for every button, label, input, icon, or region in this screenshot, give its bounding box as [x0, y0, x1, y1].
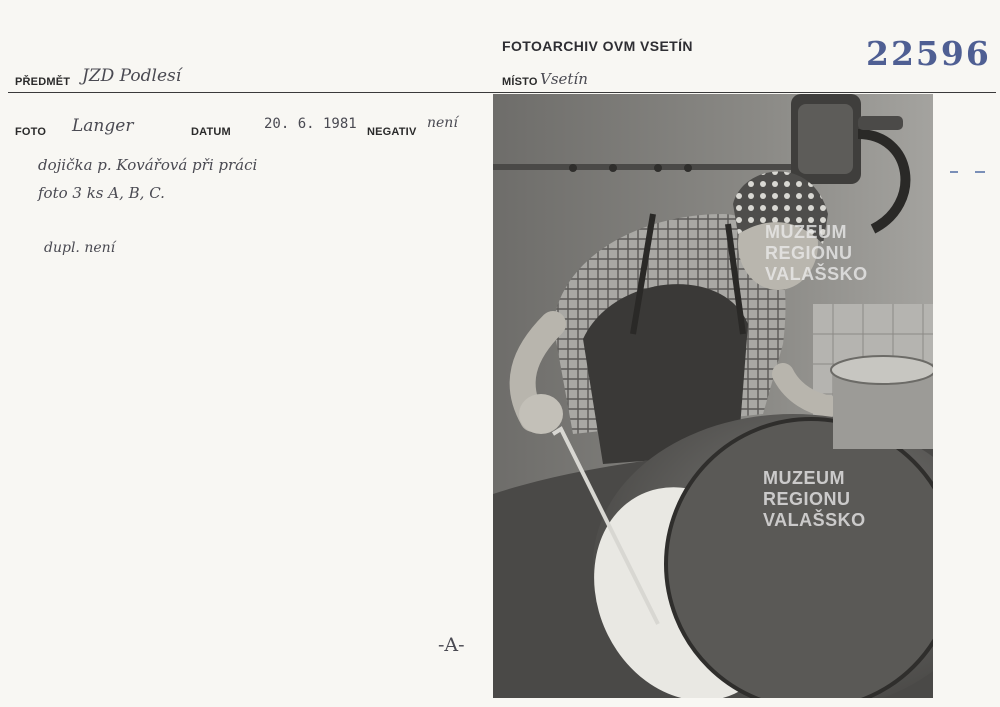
place-value: Vsetín	[540, 70, 588, 88]
watermark-line: VALAŠSKO	[765, 264, 868, 284]
photographer-value: Langer	[72, 116, 134, 136]
header-divider	[8, 92, 996, 93]
archive-title: FOTOARCHIV OVM VSETÍN	[502, 38, 693, 54]
archive-number: 22596	[866, 34, 991, 73]
place-label: MÍSTO	[502, 76, 538, 88]
watermark-line: MUZEUM	[765, 222, 847, 242]
watermark-line: VALAŠSKO	[763, 510, 866, 530]
note-line-1: dojička p. Kovářová při práci	[38, 156, 258, 174]
watermark-bottom	[763, 468, 866, 531]
note-line-2: foto 3 ks A, B, C.	[38, 184, 165, 202]
date-label: DATUM	[191, 126, 231, 138]
margin-dash	[950, 171, 958, 173]
archive-photo	[493, 94, 933, 698]
photo-marker: -A-	[438, 634, 465, 656]
watermark-line: REGIONU	[763, 489, 851, 509]
photo-illustration	[493, 94, 933, 698]
note-line-3: dupl. není	[44, 240, 116, 256]
margin-dash	[975, 171, 985, 173]
photo-label: FOTO	[15, 126, 47, 138]
negative-label: NEGATIV	[367, 126, 417, 138]
date-value: 20. 6. 1981	[264, 116, 357, 132]
watermark-line: MUZEUM	[763, 468, 845, 488]
negative-value: není	[427, 115, 458, 131]
subject-value: JZD Podlesí	[82, 66, 182, 86]
subject-label: PŘEDMĚT	[15, 76, 71, 88]
watermark-top	[765, 222, 868, 285]
watermark-line: REGIONU	[765, 243, 853, 263]
